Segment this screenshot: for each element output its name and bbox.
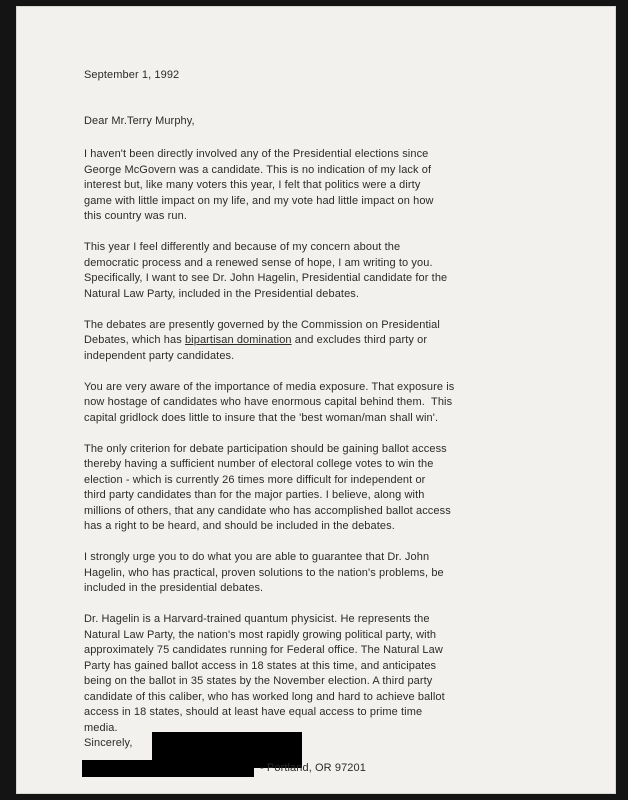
- paragraph-line: media.: [84, 721, 118, 734]
- closing: Sincerely,: [84, 737, 133, 749]
- paragraph-line: The only criterion for debate participation should be gaining ballot access: [84, 442, 447, 455]
- paragraph-6: [84, 550, 524, 597]
- letter-date: September 1, 1992: [84, 69, 180, 81]
- redacted-sender-name: [82, 760, 254, 777]
- paragraph-5: [84, 442, 524, 535]
- paragraph-line: thereby having a sufficient number of electoral college votes to win the: [84, 458, 434, 470]
- paragraph-line: Natural Law Party, included in the Presidential debates.: [84, 287, 360, 300]
- paragraph-line: I strongly urge you to do what you are able to guarantee that Dr. John: [84, 551, 430, 563]
- paragraph-line: Party has gained ballot access in 18 states at this time, and anticipates: [84, 659, 437, 672]
- paragraph-line: being on the ballot in 35 states by the November election. A third party: [84, 675, 433, 687]
- paragraph-line: election - which is currently 26 times more difficult for independent or: [84, 473, 426, 486]
- paragraph-line: George McGovern was a candidate. This is no indication of my lack of: [84, 163, 432, 176]
- paragraph-line: [84, 333, 524, 349]
- paragraph-line: third party candidates than for the major parties. I believe, along with: [84, 489, 425, 501]
- paragraph-line: This year I feel differently and because of my concern about the: [84, 241, 401, 253]
- paragraph-line: The debates are presently governed by the Commission on Presidential: [84, 318, 440, 331]
- paragraph-line: capital gridlock does little to insure that the 'best woman/man shall win'.: [84, 411, 439, 424]
- text-segment: Debates, which has: [84, 334, 185, 346]
- paragraph-line: democratic process and a renewed sense of hope, I am writing to you.: [84, 256, 433, 269]
- sender-row: [84, 760, 524, 778]
- paragraph-7: [84, 612, 524, 736]
- paragraph-line: Dr. Hagelin is a Harvard-trained quantum physicist. He represents the: [84, 613, 430, 625]
- paragraph-line: game with little impact on my life, and my vote had little impact on how: [84, 194, 434, 207]
- sender-address: - Portland, OR 97201: [260, 762, 366, 774]
- paragraph-line: included in the presidential debates.: [84, 582, 264, 594]
- paragraph-line: access in 18 states, should at least have equal access to prime time: [84, 706, 423, 718]
- paragraph-2: [84, 240, 524, 302]
- paragraph-line: Hagelin, who has practical, proven solutions to the nation's problems, be: [84, 566, 444, 579]
- salutation: Dear Mr.Terry Murphy,: [84, 114, 195, 127]
- letter-page: [16, 6, 616, 794]
- paragraph-line: Natural Law Party, the nation's most rapidly growing political party, with: [84, 628, 437, 641]
- paragraph-line: independent party candidates.: [84, 349, 235, 362]
- paragraph-line: approximately 75 candidates running for Federal office. The Natural Law: [84, 644, 443, 656]
- letter-body: [84, 68, 524, 778]
- paragraph-line: I haven't been directly involved any of the Presidential elections since: [84, 148, 429, 160]
- paragraph-1: [84, 147, 524, 225]
- paragraph-line: now hostage of candidates who have enormous capital behind them. This: [84, 396, 453, 408]
- closing-row: [84, 736, 524, 752]
- paragraph-line: millions of others, that any candidate who has accomplished ballot access: [84, 504, 451, 517]
- paragraph-line: Specifically, I want to see Dr. John Hagelin, Presidential candidate for the: [84, 272, 448, 284]
- underlined-phrase: bipartisan domination: [184, 334, 292, 346]
- paragraph-line: interest but, like many voters this year, I felt that politics were a dirty: [84, 179, 421, 191]
- text-segment: and excludes third party or: [291, 334, 428, 346]
- paragraph-line: candidate of this caliber, who has worked long and hard to achieve ballot: [84, 690, 445, 703]
- paragraph-line: You are very aware of the importance of media exposure. That exposure is: [84, 380, 455, 393]
- paragraph-line: this country was run.: [84, 210, 187, 222]
- paragraph-line: has a right to be heard, and should be included in the debates.: [84, 520, 395, 532]
- paragraph-3: [84, 318, 524, 365]
- paragraph-4: [84, 380, 524, 427]
